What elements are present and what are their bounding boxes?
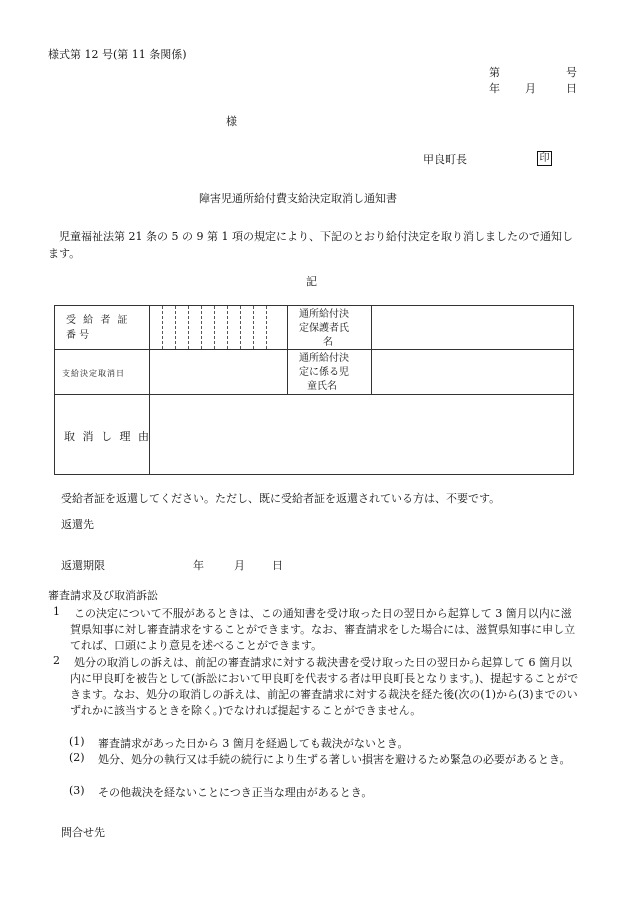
notice-table xyxy=(54,305,574,475)
appeal-item-2: 処分の取消しの訴えは、前記の審査請求に対する裁決書を受け取った日の翌日から起算して 6 箇月以内に甲良町を被告として(訴訟において甲良町を代表する者は甲良町長となります。)、提起することができます。なお、処分の取消しの訴えは、前記の審査請求に対する裁決を経た後(次の(1)から(3)までのいずれかに該当するときを除く。)でなければ提起することができません。 xyxy=(70,656,579,717)
addressee-suffix: 様 xyxy=(226,115,237,128)
digit-divider xyxy=(175,306,176,349)
date-month: 月 xyxy=(525,82,536,95)
appeal-heading: 審査請求及び取消訴訟 xyxy=(48,589,158,602)
table-divider xyxy=(371,306,372,394)
appeal-sub-1-number: (1) xyxy=(69,735,85,748)
ki-heading: 記 xyxy=(306,275,317,288)
digit-divider xyxy=(188,306,189,349)
return-instruction: 受給者証を返還してください。ただし、既に受給者証を返還されている方は、不要です。 xyxy=(61,492,501,505)
date-year: 年 xyxy=(489,82,500,95)
table-divider xyxy=(287,306,288,394)
appeal-sub-3-number: (3) xyxy=(69,784,85,797)
table-divider xyxy=(149,306,150,474)
appeal-sub-3: その他裁決を経ないことにつき正当な理由があるとき。 xyxy=(98,786,373,799)
deadline-month: 月 xyxy=(234,559,245,572)
recipient-no-label-2 xyxy=(66,329,142,342)
table-divider xyxy=(55,394,573,395)
guardian-name-label-2: 定保護者氏 xyxy=(299,323,349,334)
seal-box: 印 xyxy=(537,151,552,166)
form-number: 様式第 12 号(第 11 条関係) xyxy=(48,48,187,61)
digit-divider xyxy=(227,306,228,349)
digit-divider xyxy=(240,306,241,349)
appeal-sub-2: 処分、処分の執行又は手続の続行により生ずる著しい損害を避けるため緊急の必要があるとき。 xyxy=(98,753,571,766)
digit-divider xyxy=(201,306,202,349)
appeal-item-1: この決定について不服があるときは、この通知書を受け取った日の翌日から起算して 3 箇月以内に滋賀県知事に対し審査請求をすることができます。なお、審査請求をした場合には、滋賀県知事に申し立てれば、口頭により意見を述べることができます。 xyxy=(70,607,576,652)
digit-divider xyxy=(253,306,254,349)
issuer-title: 甲良町長 xyxy=(423,153,467,166)
guardian-name-label-1: 通所給付決 xyxy=(299,309,349,320)
guardian-name-label-3: 名 xyxy=(323,337,333,348)
child-name-label-1: 通所給付決 xyxy=(299,353,349,364)
return-deadline-label: 返還期限 xyxy=(61,559,105,572)
cancel-reason-label: 取 消 し 理 由 xyxy=(64,430,151,443)
number-prefix: 第 xyxy=(489,66,500,79)
table-divider xyxy=(55,349,573,350)
deadline-year: 年 xyxy=(193,559,204,572)
recipient-no-label-text: 番 号 xyxy=(66,330,90,341)
child-name-label-2: 定に係る児 xyxy=(299,367,349,378)
child-name-label-3: 童氏名 xyxy=(307,381,337,392)
digit-divider xyxy=(214,306,215,349)
recipient-no-label-1: 受 給 者 証 xyxy=(66,315,130,326)
deadline-day: 日 xyxy=(272,559,283,572)
digit-divider xyxy=(266,306,267,349)
appeal-item-2-number: 2 xyxy=(53,654,60,667)
return-destination-label: 返還先 xyxy=(61,518,94,531)
document-title: 障害児通所給付費支給決定取消し通知書 xyxy=(199,192,397,205)
inquiry-label: 問合せ先 xyxy=(61,826,105,839)
cancel-date-label: 支給決定取消日 xyxy=(62,369,125,378)
date-day: 日 xyxy=(566,82,577,95)
appeal-sub-1: 審査請求があった日から 3 箇月を経過しても裁決がないとき。 xyxy=(98,737,409,750)
appeal-sub-2-number: (2) xyxy=(69,751,85,764)
number-suffix: 号 xyxy=(566,66,577,79)
appeal-item-1-number: 1 xyxy=(53,605,60,618)
intro-paragraph: 児童福祉法第 21 条の 5 の 9 第 1 項の規定により、下記のとおり給付決定を取り消しましたので通知します。 xyxy=(48,230,573,260)
digit-divider xyxy=(162,306,163,349)
